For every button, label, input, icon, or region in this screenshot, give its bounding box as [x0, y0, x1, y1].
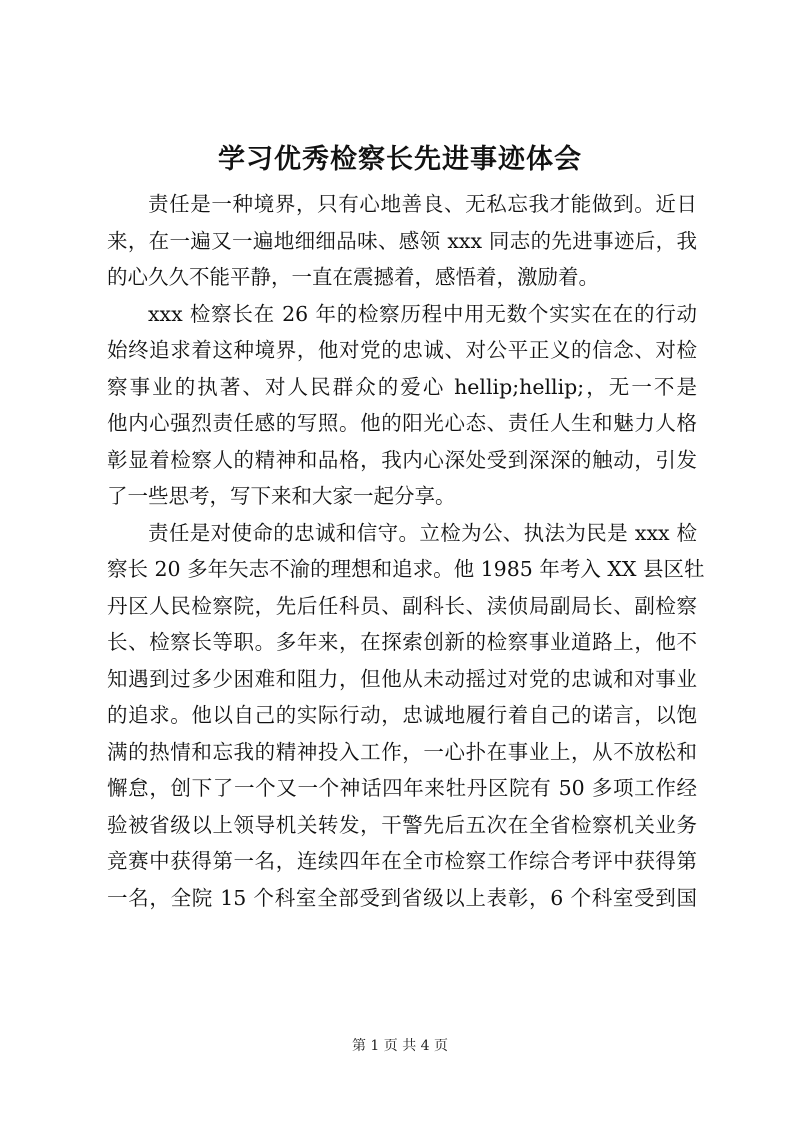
text-line: 懈怠，创下了一个又一个神话四年来牡丹区院有 50 多项工作经 — [107, 776, 697, 800]
text-line: 满的热情和忘我的精神投入工作，一心扑在事业上，从不放松和 — [107, 739, 697, 764]
text-line: 一名，全院 15 个科室全部受到省级以上表彰，6 个科室受到国 — [107, 885, 697, 910]
paragraph-1 — [107, 186, 697, 296]
text-line: 彰显着检察人的精神和品格，我内心深处受到深深的触动，引发 — [107, 447, 697, 472]
text-line: 责任是一种境界，只有心地善良、无私忘我才能做到。近日 — [148, 192, 697, 216]
text-line: 察事业的执著、对人民群众的爱心 hellip;hellip;，无一不是 — [107, 374, 697, 399]
text-line: 丹区人民检察院，先后任科员、副科长、渎侦局副局长、副检察 — [107, 593, 697, 618]
text-line: 验被省级以上领导机关转发，干警先后五次在全省检察机关业务 — [107, 812, 697, 837]
text-line: 长、检察长等职。多年来，在探索创新的检察事业道路上，他不 — [107, 630, 697, 654]
page-title: 学习优秀检察长先进事迹体会 — [218, 144, 582, 175]
text-line: 来，在一遍又一遍地细细品味、感领 xxx 同志的先进事迹后，我 — [107, 228, 697, 253]
paragraph-3 — [107, 515, 705, 917]
text-line: xxx 检察长在 26 年的检察历程中用无数个实实在在的行动 — [148, 301, 697, 326]
text-line: 他内心强烈责任感的写照。他的阳光心态、责任人生和魅力人格 — [107, 411, 697, 435]
text-line: 始终追求着这种境界，他对党的忠诚、对公平正义的信念、对检 — [107, 338, 697, 362]
text-line: 责任是对使命的忠诚和信守。立检为公、执法为民是 xxx 检 — [148, 520, 697, 545]
text-line: 察长 20 多年矢志不渝的理想和追求。他 1985 年考入 XX 县区牡 — [107, 557, 705, 581]
paragraph-2 — [107, 296, 697, 515]
text-line: 的心久久不能平静，一直在震撼着，感悟着，激励着。 — [107, 265, 599, 289]
text-line: 竞赛中获得第一名，连续四年在全市检察工作综合考评中获得第 — [107, 849, 697, 873]
text-line: 的追求。他以自己的实际行动，忠诚地履行着自己的诺言，以饱 — [107, 703, 697, 727]
document-body — [107, 186, 705, 916]
text-line: 了一些思考，写下来和大家一起分享。 — [107, 484, 456, 508]
text-line: 知遇到过多少困难和阻力，但他从未动摇过对党的忠诚和对事业 — [107, 666, 697, 691]
page-number-footer: 第 1 页 共 4 页 — [351, 1038, 449, 1054]
